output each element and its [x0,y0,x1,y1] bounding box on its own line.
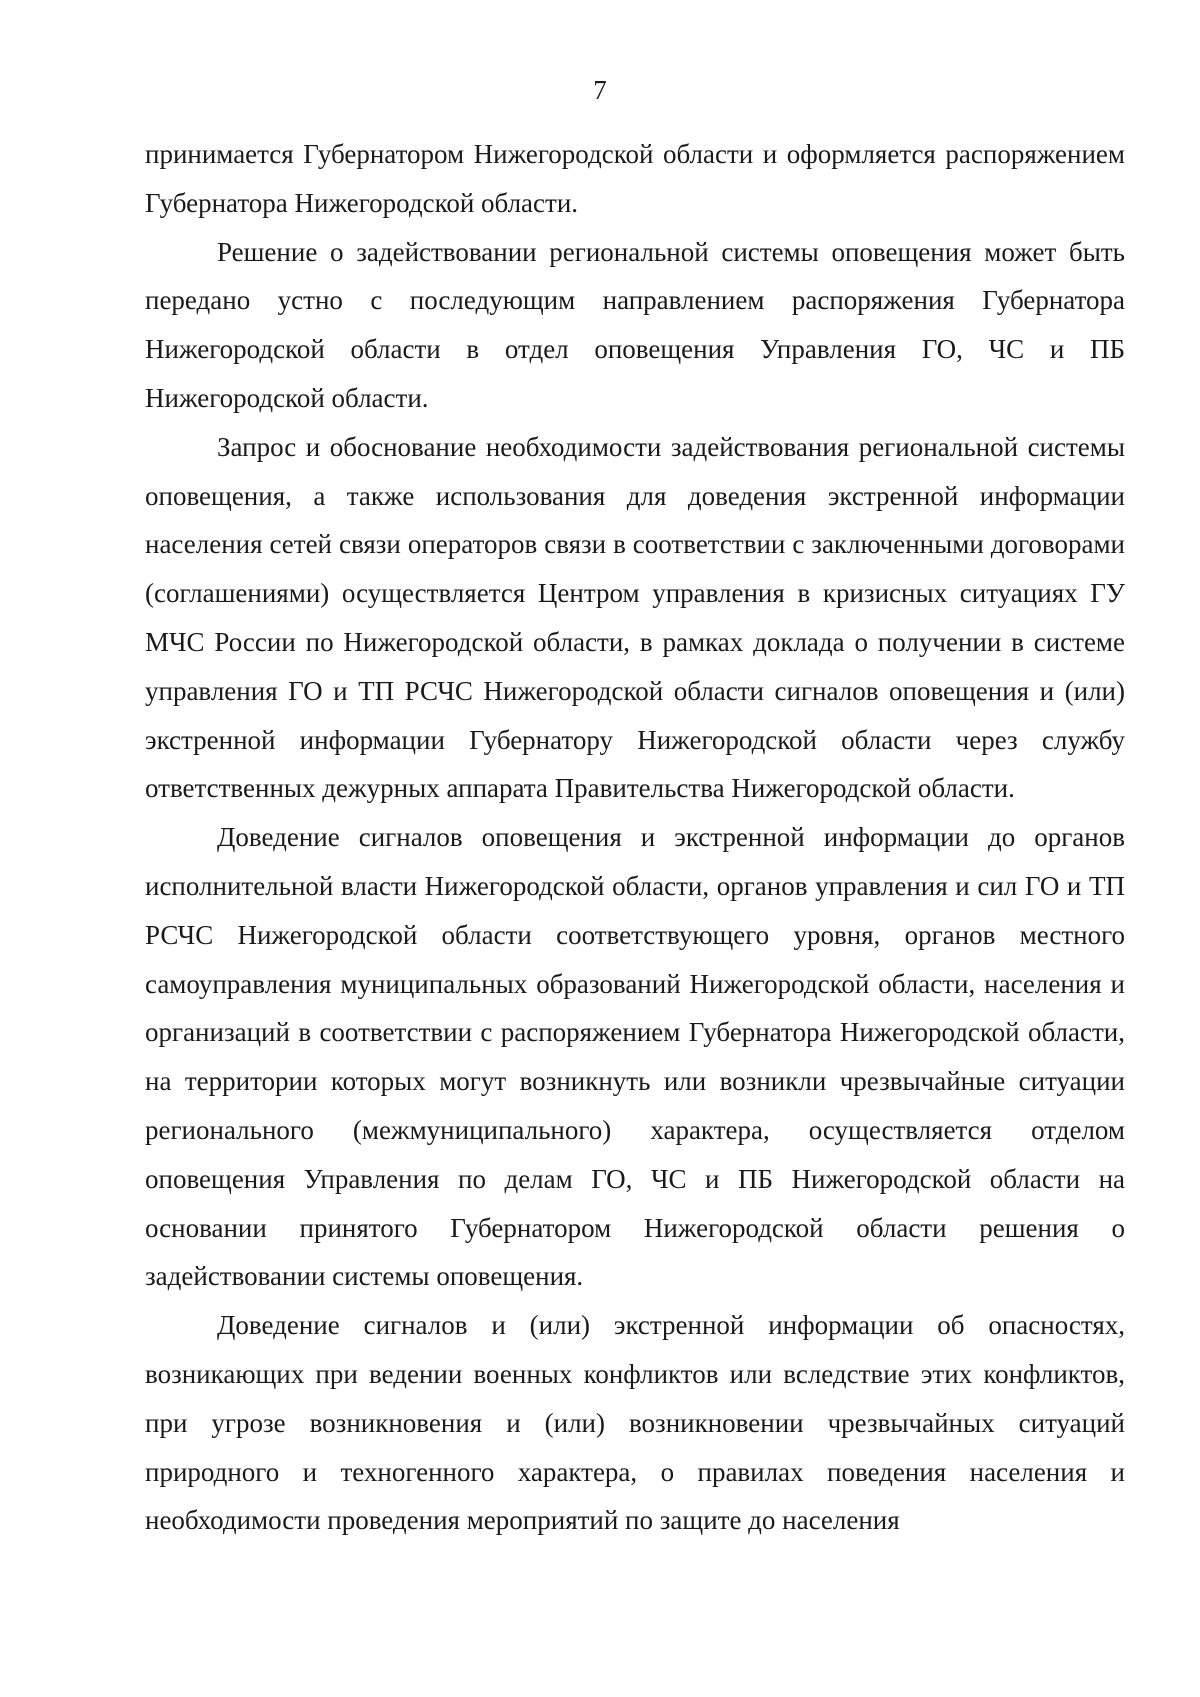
paragraph-decision-transfer: Решение о задействовании региональной системы оповещения может быть передано устно с последующим направлением распоряжения Губернатора Нижегородской области в отдел оповещения Управления ГО, ЧС и ПБ Нижегородской области. [145,236,1125,413]
paragraph-continuation: принимается Губернатором Нижегородской области и оформляется распоряжением Губернатора Нижегородской области. [145,139,1125,218]
page-number: 7 [593,75,607,105]
paragraph-signal-delivery: Доведение сигналов оповещения и экстренной информации до органов исполнительной власти Нижегородской области, органов управления и сил ГО и ТП РСЧС Нижегородской области соответствующего уровня, органов местного самоуправления муниципальных образований Нижегородской области, населения и организаций в соответствии с распоряжением Губернатора Нижегородской области, на территории которых могут возникнуть или возникли чрезвычайные ситуации регионального (межмуниципального) характера, осуществляется отделом оповещения Управления по делам ГО, ЧС и ПБ Нижегородской области на основании принятого Губернатором Нижегородской области решения о задействовании системы оповещения. [145,822,1125,1292]
paragraph-danger-information: Доведение сигналов и (или) экстренной информации об опасностях, возникающих при ведении военных конфликтов или вследствие этих конфликтов, при угрозе возникновения и (или) возникновении чрезвычайных ситуаций природного и техногенного характера, о правилах поведения населения и необходимости проведения мероприятий по защите до населения [145,1310,1125,1536]
document-body [145,130,1125,1545]
paragraph-request-justification: Запрос и обоснование необходимости задействования региональной системы оповещения, а также использования для доведения экстренной информации населения сетей связи операторов связи в соответствии с заключенными договорами (соглашениями) осуществляется Центром управления в кризисных ситуациях ГУ МЧС России по Нижегородской области, в рамках доклада о получении в системе управления ГО и ТП РСЧС Нижегородской области сигналов оповещения и (или) экстренной информации Губернатору Нижегородской области через службу ответственных дежурных аппарата Правительства Нижегородской области. [145,431,1125,804]
